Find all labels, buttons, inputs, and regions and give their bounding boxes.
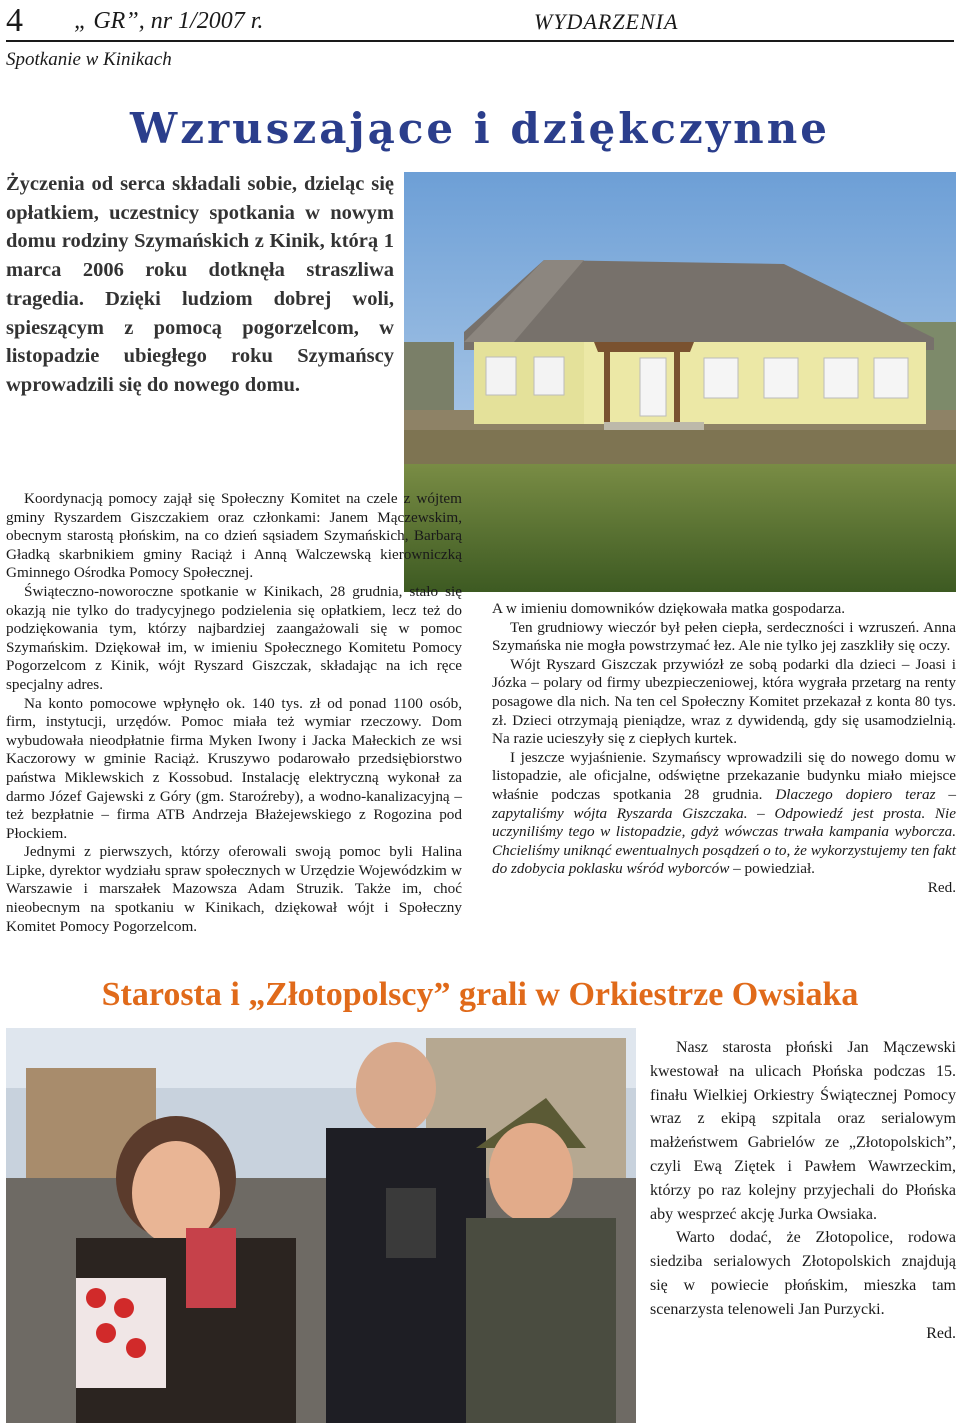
body-paragraph: Ten grudniowy wieczór był pełen ciepła, serdeczności i wzruszeń. Anna Szymańska nie mogła powstrzymać łez. Ale nie tylko jej zaszkliły się oczy.: [492, 618, 956, 655]
interview-quote: Dlaczego dopiero teraz – zapytaliśmy wójta Ryszarda Giszczaka. – Odpowiedź jest prosta. Nie uczyniliśmy tego w listopadzie, gdyż wówczas trwała kampania wyborcza. Chcieliśmy uniknąć ewentualnych posądzeń o to, że wykorzystujemy ten fakt do zdobycia poklasku wśród wyborców: [492, 785, 956, 878]
fundraiser-illustration: [6, 1028, 636, 1423]
explanation-text: I jeszcze wyjaśnienie. Szymańscy wprowadzili się do nowego domu w listopadzie, ale oficjalne, odświętne przekazanie budynku miało miejsce właśnie podczas spotkania 28 grudnia.: [492, 748, 956, 803]
house-photo: [404, 172, 956, 592]
author-signature: Red.: [926, 1324, 956, 1342]
article-headline: Wzruszające i dziękczynne: [130, 104, 830, 153]
author-signature: Red.: [927, 878, 956, 896]
body-paragraph: Jednymi z pierwszych, którzy oferowali swoją pomoc byli Halina Lipke, dyrektor wydziału spraw społecznych w Urzędzie Wojewódzkim w Warszawie i marszałek Mazowsza Adam Struzik. Także im, choć nieobecnym na spotkaniu w Kinikach, dziękował wójt i Społeczny Komitet Pomocy Pogorzelcom.: [6, 843, 462, 935]
article-column-right: [492, 600, 956, 898]
article2-text: [650, 1036, 956, 1345]
header-rule: [6, 40, 954, 42]
article-kicker: Spotkanie w Kinikach: [6, 49, 172, 70]
body-paragraph: Świąteczno-noworoczne spotkanie w Kinikach, 28 grudnia, stało się okazją nie tylko do tradycyjnego podzielenia się opłatkiem, lecz też do podziękowania tym, którzy najbardziej zaangażowali się w pomoc Szymańskim. Dziękował im, w imieniu Społecznego Komitetu Pomocy Pogorzelcom z Kinik, wójt Ryszard Giszczak, składając na ich ręce specjalny adres.: [6, 582, 462, 693]
article-lead: [6, 170, 394, 400]
body-paragraph: Nasz starosta płoński Jan Mączewski kwestował na ulicach Płońska podczas 15. finału Wielkiej Orkiestry Świątecznej Pomocy wraz z ekipą szpitala oraz serialowym małżeństwem Gabrielów ze „Złotopolskich”, czyli Ewą Ziętek i Pawłem Wawrzeckim, którzy po raz kolejny przyjechali do Płońska aby wesprzeć akcję Jurka Owsiaka.: [650, 1039, 956, 1223]
body-paragraph: Na konto pomocowe wpłynęło ok. 140 tys. zł od ponad 1100 osób, firm, instytucji, urzędów. Pomoc miała też wymiar rzeczowy. Dom wybudowała nieodpłatnie firma Myken Iwony i Jacka Małeckich ze wsi Kaczorowy w gminie Raciąż. Kruszywo podarowało przedsiębiorstwo państwa Miklewskich z Kossobud. Instalację elektryczną wykonał za darmo Józef Gajewski z Góry (gm. Staroźreby), a wodno-kanalizacyjną – też bezpłatnie – firma ATB Andrzeja Błażejewskiego z Rogozina pod Płockiem.: [6, 694, 462, 842]
quote-attribution: – powiedział.: [729, 860, 815, 878]
body-paragraph: Wójt Ryszard Giszczak przywiózł ze sobą podarki dla dzieci – Joasi i Józka – polary od firmy ubezpieczeniowej, która wygrała przetarg na renty posagowe dla nich. Na ten cel Społeczny Komitet przekazał z konta 80 tys. zł. Dzieci otrzymają pieniądze, wraz z dywidendą, gdy się usamodzielnią. Na razie ucieszyły się z ciepłych kurtek.: [492, 655, 956, 748]
body-paragraph: Warto dodać, że Złotopolice, rodowa siedziba serialowych Złotopolskich znajdują się w powiecie płońskim, mieszka tam scenarzysta telenoweli Jan Purzycki.: [650, 1229, 956, 1318]
issue-label: „ GR”, nr 1/2007 r.: [74, 8, 264, 34]
body-paragraph: Koordynacją pomocy zajął się Społeczny Komitet na czele z wójtem gminy Ryszardem Giszczakiem oraz członkami: Janem Mączewskim, obecnym starostą płońskim, na co dzień sąsiadem Szymańskich, Barbarą Gładką skarbnikiem gminy Raciąż i Anną Walczewską kierowniczką Gminnego Ośrodka Pomocy Społecznej.: [6, 490, 462, 582]
page-number: 4: [6, 2, 23, 39]
fundraiser-photo: [6, 1028, 636, 1423]
article-column-left: [6, 490, 462, 936]
body-paragraph: [492, 749, 956, 879]
body-paragraph: A w imieniu domowników dziękowała matka gospodarza.: [492, 600, 846, 617]
lead-paragraph: Życzenia od serca składali sobie, dzieląc się opłatkiem, uczestnicy spotkania w nowym domu rodziny Szymańskich z Kinik, którą 1 marca 2006 roku dotknęła straszliwa tragedia. Dzięki ludziom dobrej woli, spieszącym z pomocą pogorzelcom, w listopadzie ubiegłego roku Szymańscy wprowadzili się do nowego domu.: [6, 173, 394, 396]
section-label: WYDARZENIA: [534, 9, 679, 34]
article2-headline: Starosta i „Złotopolscy” grali w Orkiestrze Owsiaka: [101, 976, 859, 1013]
house-illustration: [404, 172, 956, 592]
